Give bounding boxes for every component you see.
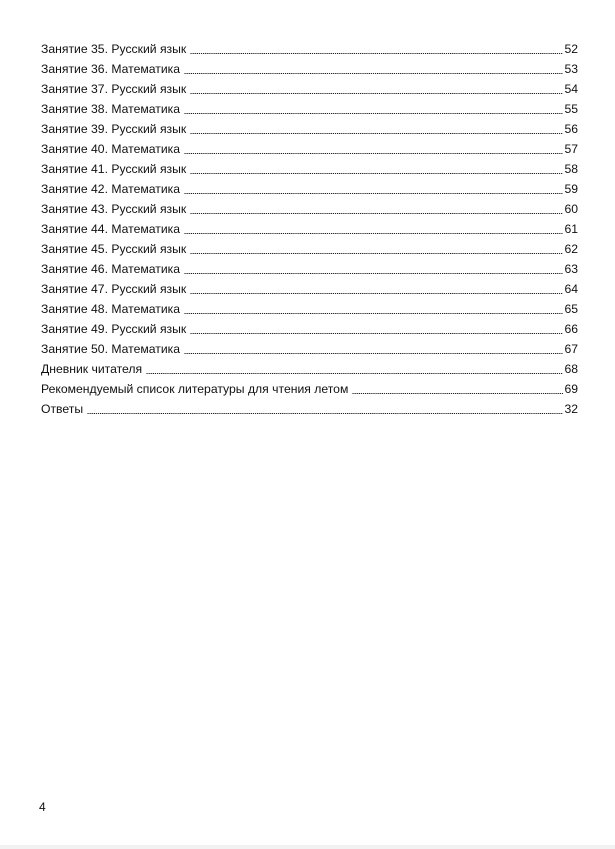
toc-entry-title: Дневник читателя [41, 362, 143, 376]
toc-entry [41, 239, 578, 259]
toc-dot-leader [190, 159, 563, 179]
toc-entry-title: Занятие 46. Математика [41, 262, 181, 276]
toc-entry [41, 319, 578, 339]
toc-entry-page: 57 [564, 142, 578, 156]
table-of-contents [41, 39, 578, 419]
toc-dot-leader [87, 399, 563, 419]
toc-entry-title: Рекомендуемый список литературы для чтения летом [41, 382, 349, 396]
toc-dot-leader [184, 99, 563, 119]
toc-dot-leader [190, 79, 563, 99]
toc-entry-title: Занятие 49. Русский язык [41, 322, 187, 336]
toc-entry-title: Занятие 37. Русский язык [41, 82, 187, 96]
toc-entry-page: 69 [564, 382, 578, 396]
toc-dot-leader [184, 299, 563, 319]
toc-dot-leader [190, 119, 563, 139]
toc-entry-page: 54 [564, 82, 578, 96]
toc-entry [41, 99, 578, 119]
toc-entry-title: Занятие 41. Русский язык [41, 162, 187, 176]
toc-entry [41, 199, 578, 219]
toc-entry-title: Занятие 43. Русский язык [41, 202, 187, 216]
toc-entry-page: 67 [564, 342, 578, 356]
toc-entry-page: 55 [564, 102, 578, 116]
toc-dot-leader [184, 219, 563, 239]
toc-entry-page: 66 [564, 322, 578, 336]
toc-entry [41, 399, 578, 419]
toc-entry [41, 59, 578, 79]
toc-entry [41, 159, 578, 179]
toc-entry-title: Занятие 38. Математика [41, 102, 181, 116]
toc-entry-title: Занятие 42. Математика [41, 182, 181, 196]
toc-entry-title: Занятие 50. Математика [41, 342, 181, 356]
toc-entry [41, 259, 578, 279]
toc-entry-title: Занятие 44. Математика [41, 222, 181, 236]
toc-entry-page: 52 [564, 42, 578, 56]
toc-dot-leader [190, 199, 563, 219]
toc-entry-title: Ответы [41, 402, 84, 416]
toc-dot-leader [184, 259, 563, 279]
toc-entry [41, 179, 578, 199]
toc-entry-title: Занятие 45. Русский язык [41, 242, 187, 256]
page-bottom-edge [0, 845, 615, 849]
toc-dot-leader [190, 39, 563, 59]
toc-entry-title: Занятие 47. Русский язык [41, 282, 187, 296]
toc-entry-page: 64 [564, 282, 578, 296]
toc-dot-leader [190, 279, 563, 299]
toc-entry [41, 379, 578, 399]
toc-dot-leader [190, 319, 563, 339]
toc-entry-page: 58 [564, 162, 578, 176]
toc-entry-title: Занятие 36. Математика [41, 62, 181, 76]
toc-entry [41, 39, 578, 59]
toc-entry-title: Занятие 39. Русский язык [41, 122, 187, 136]
toc-entry [41, 79, 578, 99]
toc-entry [41, 119, 578, 139]
toc-entry [41, 339, 578, 359]
toc-dot-leader [190, 239, 563, 259]
toc-entry-page: 68 [564, 362, 578, 376]
toc-dot-leader [146, 359, 563, 379]
toc-entry-title: Занятие 35. Русский язык [41, 42, 187, 56]
toc-dot-leader [352, 379, 563, 399]
toc-entry-page: 63 [564, 262, 578, 276]
toc-dot-leader [184, 339, 563, 359]
toc-dot-leader [184, 179, 563, 199]
toc-entry [41, 139, 578, 159]
toc-entry-title: Занятие 40. Математика [41, 142, 181, 156]
toc-entry-page: 62 [564, 242, 578, 256]
toc-entry-page: 56 [564, 122, 578, 136]
toc-entry [41, 299, 578, 319]
toc-entry-page: 65 [564, 302, 578, 316]
toc-entry-page: 53 [564, 62, 578, 76]
toc-entry-page: 32 [564, 402, 578, 416]
toc-dot-leader [184, 59, 563, 79]
toc-entry [41, 279, 578, 299]
toc-entry-title: Занятие 48. Математика [41, 302, 181, 316]
toc-entry-page: 59 [564, 182, 578, 196]
page-number: 4 [39, 800, 46, 814]
toc-dot-leader [184, 139, 563, 159]
toc-entry-page: 61 [564, 222, 578, 236]
toc-entry [41, 219, 578, 239]
toc-entry-page: 60 [564, 202, 578, 216]
toc-entry [41, 359, 578, 379]
